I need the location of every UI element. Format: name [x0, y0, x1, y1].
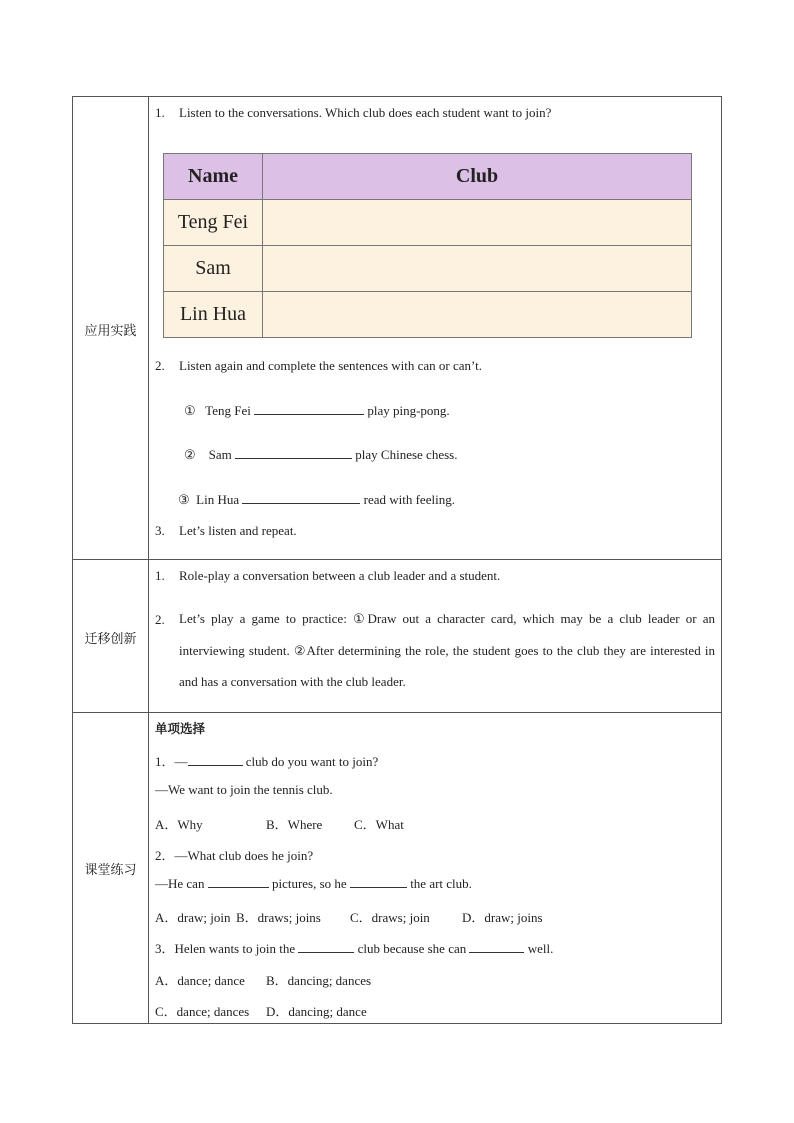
- fill-item: [184, 447, 457, 463]
- mcq-question: [155, 751, 378, 770]
- option[interactable]: A．dance; dance: [155, 973, 245, 988]
- club-cell[interactable]: [263, 246, 692, 292]
- option[interactable]: A．Why: [155, 817, 203, 832]
- mcq-question: 2．—What club does he join?: [155, 848, 314, 863]
- question-suffix: club do you want to join?: [245, 754, 379, 769]
- option[interactable]: C．draws; join: [350, 910, 430, 925]
- option[interactable]: A．draw; join: [155, 910, 231, 925]
- student-name: Teng Fei: [164, 200, 263, 246]
- item-rest: play ping-pong.: [367, 403, 450, 418]
- option[interactable]: B．draws; joins: [236, 910, 321, 925]
- text-part: the art club.: [410, 876, 472, 891]
- text-part: pictures, so he: [271, 876, 347, 891]
- answer-blank[interactable]: [242, 492, 360, 504]
- club-cell[interactable]: [263, 200, 692, 246]
- item-subject: Teng Fei: [205, 403, 251, 418]
- question-number: 3.: [155, 523, 165, 538]
- option[interactable]: C．What: [354, 817, 404, 832]
- answer-blank[interactable]: [208, 876, 269, 888]
- question-text: Let’s listen and repeat.: [179, 523, 297, 538]
- row-divider: [73, 559, 721, 560]
- column-divider: [148, 97, 149, 1023]
- fill-item: [178, 492, 455, 508]
- answer-blank[interactable]: [254, 403, 364, 415]
- item-marker: ①: [184, 403, 196, 418]
- dialogue-line: —We want to join the tennis club.: [155, 782, 333, 797]
- answer-blank[interactable]: [188, 754, 243, 766]
- row-divider: [73, 712, 721, 713]
- section-label-transfer: 迁移创新: [84, 632, 137, 647]
- item-rest: play Chinese chess.: [355, 447, 458, 462]
- option[interactable]: D．dancing; dance: [266, 1004, 367, 1019]
- question-number: 2.: [155, 358, 165, 373]
- table-row: [164, 292, 692, 338]
- question-number: 2.: [155, 612, 165, 627]
- question-text-wrapped: Let’s play a game to practice: ①Draw out a character card, which may be a club leader or an interviewing student. ②After determining the role, the student goes to the club they are interested in and has a conversation with the club leader.: [179, 611, 715, 689]
- question-number: 1.: [155, 568, 165, 583]
- club-table: [163, 153, 692, 338]
- option[interactable]: D．draw; joins: [462, 910, 543, 925]
- text-part: club because she can: [357, 941, 467, 956]
- item-rest: read with feeling.: [363, 492, 455, 507]
- student-name: Lin Hua: [164, 292, 263, 338]
- answer-blank[interactable]: [350, 876, 407, 888]
- item-subject: Lin Hua: [196, 492, 240, 507]
- section-label-practice: 课堂练习: [84, 863, 137, 878]
- option[interactable]: B．dancing; dances: [266, 973, 372, 988]
- question-prefix: 1．—: [155, 754, 188, 769]
- header-club: Club: [263, 154, 692, 200]
- answer-blank[interactable]: [469, 941, 524, 953]
- practice-heading: 单项选择: [155, 721, 206, 736]
- text-part: —He can: [155, 876, 205, 891]
- text-part: well.: [527, 941, 554, 956]
- dialogue-line: [155, 876, 472, 892]
- question-text: Listen to the conversations. Which club does each student want to join?: [179, 105, 552, 120]
- item-subject: Sam: [208, 447, 232, 462]
- text-part: 3．Helen wants to join the: [155, 941, 296, 956]
- question-text: Role-play a conversation between a club leader and a student.: [179, 568, 501, 583]
- table-header-row: [164, 154, 692, 200]
- club-cell[interactable]: [263, 292, 692, 338]
- item-marker: ③: [178, 492, 190, 507]
- question-number: 1.: [155, 105, 165, 120]
- answer-blank[interactable]: [298, 941, 354, 953]
- mcq-question: [155, 938, 553, 957]
- fill-item: [184, 403, 450, 419]
- question-text: Listen again and complete the sentences with can or can’t.: [179, 358, 482, 373]
- option[interactable]: C．dance; dances: [155, 1004, 250, 1019]
- option[interactable]: B．Where: [266, 817, 323, 832]
- table-row: [164, 246, 692, 292]
- answer-blank[interactable]: [235, 447, 352, 459]
- section-label-apply: 应用实践: [84, 324, 137, 339]
- header-name: Name: [164, 154, 263, 200]
- table-row: [164, 200, 692, 246]
- item-marker: ②: [184, 447, 196, 462]
- student-name: Sam: [164, 246, 263, 292]
